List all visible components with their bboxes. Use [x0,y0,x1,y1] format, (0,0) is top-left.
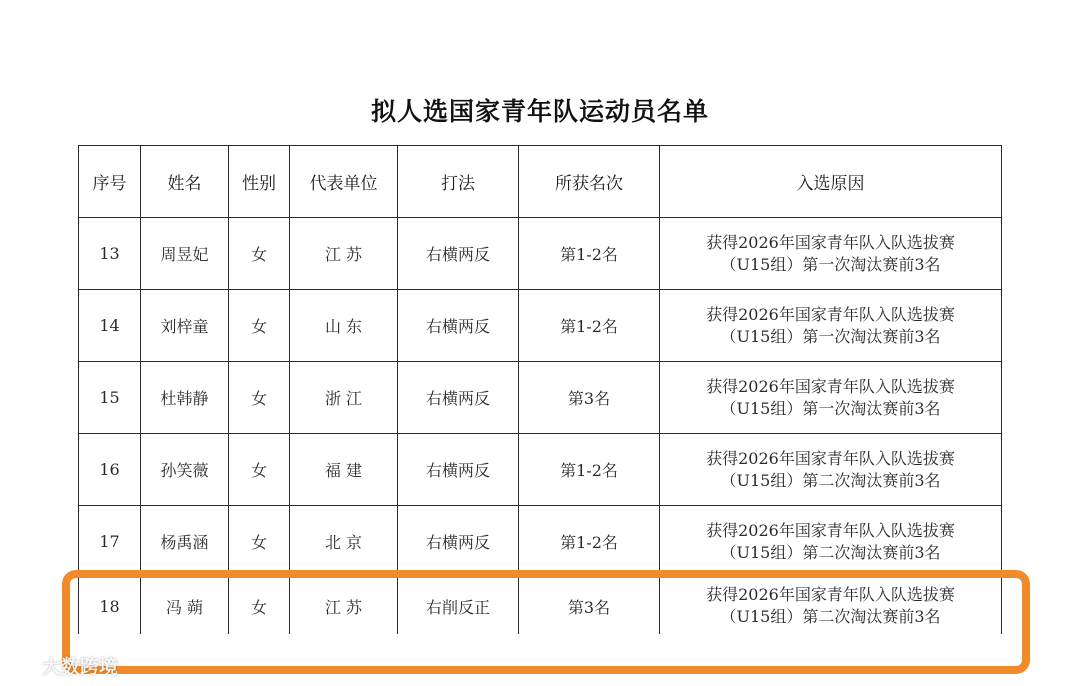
column-header-rank: 所获名次 [519,146,660,218]
reason-line-2: （U15组）第一次淘汰赛前3名 [720,254,941,274]
athlete-roster-table [78,145,1002,634]
cell-gender: 女 [229,434,290,506]
reason-line-1: 获得2026年国家青年队入队选拔赛 [706,520,955,540]
cell-play-style: 右横两反 [398,362,519,434]
cell-reason [660,362,1002,434]
cell-number: 14 [79,290,141,362]
cell-name: 刘梓童 [141,290,229,362]
table-row [79,290,1002,362]
cell-unit: 江 苏 [290,578,398,635]
reason-line-1: 获得2026年国家青年队入队选拔赛 [706,304,955,324]
reason-line-2: （U15组）第二次淘汰赛前3名 [720,542,941,562]
cell-name: 孙笑薇 [141,434,229,506]
cell-gender: 女 [229,290,290,362]
cell-unit: 江 苏 [290,218,398,290]
cell-rank: 第1-2名 [519,290,660,362]
document-title: 拟人选国家青年队运动员名单 [370,97,709,126]
reason-line-2: （U15组）第二次淘汰赛前3名 [720,607,941,626]
cell-number: 18 [79,578,141,635]
cell-number: 13 [79,218,141,290]
column-header-unit: 代表单位 [290,146,398,218]
cell-rank: 第1-2名 [519,434,660,506]
column-header-gender: 性别 [229,146,290,218]
table-row [79,218,1002,290]
table-row [79,362,1002,434]
watermark-text: 大数跨境 [42,656,119,678]
cell-unit: 山 东 [290,290,398,362]
cell-play-style: 右横两反 [398,506,519,578]
cell-gender: 女 [229,362,290,434]
cell-name: 杜韩静 [141,362,229,434]
cell-play-style: 右削反正 [398,578,519,635]
table-row [79,506,1002,578]
table-row [79,434,1002,506]
cell-reason [660,290,1002,362]
cell-name: 杨禹涵 [141,506,229,578]
reason-line-1: 获得2026年国家青年队入队选拔赛 [706,232,955,252]
dashuju-logo-icon [8,655,38,677]
reason-line-2: （U15组）第二次淘汰赛前3名 [720,470,941,490]
cell-rank: 第1-2名 [519,506,660,578]
column-header-name: 姓名 [141,146,229,218]
cell-gender: 女 [229,578,290,635]
reason-line-2: （U15组）第一次淘汰赛前3名 [720,398,941,418]
cell-number: 15 [79,362,141,434]
cell-play-style: 右横两反 [398,218,519,290]
cell-reason [660,506,1002,578]
table-row-highlighted [79,578,1002,635]
column-header-reason: 入选原因 [660,146,1002,218]
cell-unit: 浙 江 [290,362,398,434]
cell-reason [660,434,1002,506]
reason-line-1: 获得2026年国家青年队入队选拔赛 [706,448,955,468]
cell-unit: 福 建 [290,434,398,506]
cell-reason [660,578,1002,635]
cell-rank: 第1-2名 [519,218,660,290]
cell-number: 17 [79,506,141,578]
cell-rank: 第3名 [519,578,660,635]
cell-gender: 女 [229,218,290,290]
cell-number: 16 [79,434,141,506]
cell-name: 冯 蒴 [141,578,229,635]
cell-reason [660,218,1002,290]
table-header-row [79,146,1002,218]
cell-unit: 北 京 [290,506,398,578]
watermark [8,652,118,679]
column-header-play-style: 打法 [398,146,519,218]
reason-line-1: 获得2026年国家青年队入队选拔赛 [706,376,955,396]
cell-name: 周昱妃 [141,218,229,290]
reason-line-2: （U15组）第一次淘汰赛前3名 [720,326,941,346]
reason-line-1: 获得2026年国家青年队入队选拔赛 [706,585,955,604]
cell-play-style: 右横两反 [398,434,519,506]
cell-rank: 第3名 [519,362,660,434]
cell-gender: 女 [229,506,290,578]
cell-play-style: 右横两反 [398,290,519,362]
column-header-number: 序号 [79,146,141,218]
